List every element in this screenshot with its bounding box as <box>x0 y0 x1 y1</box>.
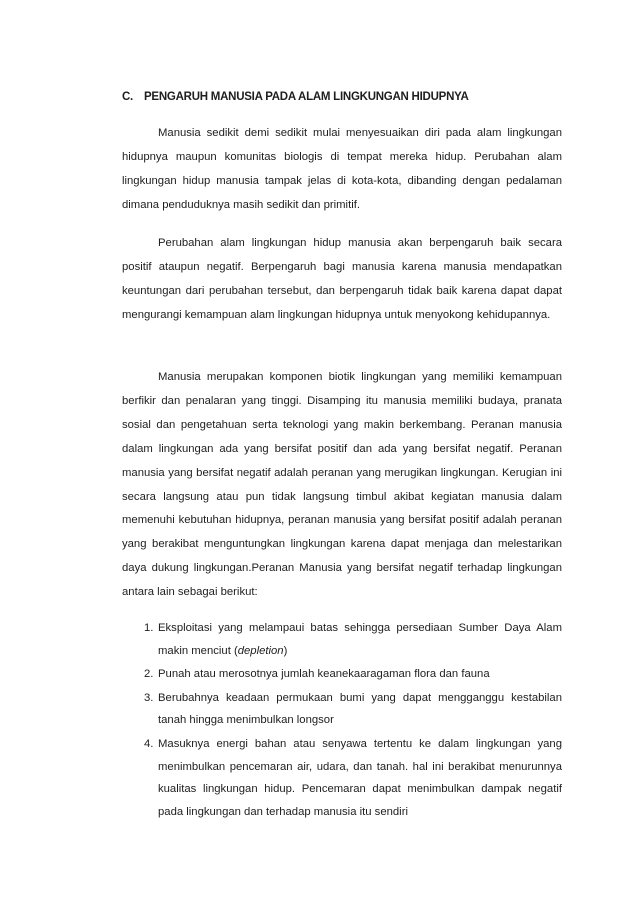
list-item-text: Eksploitasi yang melampaui batas sehingga persediaan Sumber Daya Alam makin menciut ( <box>158 622 562 657</box>
paragraph-text: Perubahan alam lingkungan hidup manusia akan berpengaruh baik secara positif ataupun negatif. Berpengaruh bagi manusia karena manusia mendapatkan keuntungan dari perubahan tersebut, dan berpengaruh tidak baik karena dapat dapat mengurangi kemampuan alam lingkungan hidupnya untuk menyokong kehidupannya. <box>122 237 562 321</box>
list-number: 3. <box>144 691 154 704</box>
list-item-text-end: ) <box>283 644 288 657</box>
section-letter: C. <box>122 91 133 103</box>
list-item <box>122 733 562 823</box>
paragraph-3 <box>122 366 562 605</box>
impact-list <box>122 617 562 823</box>
section-title: PENGARUH MANUSIA PADA ALAM LINGKUNGAN HIDUPNYA <box>144 91 469 103</box>
paragraph-2 <box>122 232 562 328</box>
list-number: 4. <box>144 737 154 750</box>
paragraph-1 <box>122 122 562 218</box>
paragraph-text: Manusia merupakan komponen biotik lingkungan yang memiliki kemampuan berfikir dan penalaran yang tinggi. Disamping itu manusia memiliki budaya, pranata sosial dan pengetahuan serta teknologi yang makin berkembang. Peranan manusia dalam lingkungan ada yang bersifat positif dan ada yang bersifat negatif. Peranan manusia yang bersifat negatif adalah peranan yang merugikan lingkungan. Kerugian ini secara langsung atau pun tidak langsung timbul akibat kegiatan manusia dalam memenuhi kebutuhan hidupnya, peranan manusia yang bersifat positif adalah peranan yang berakibat menguntungkan lingkungan karena dapat menjaga dan melestarikan daya dukung lingkungan.Peranan Manusia yang bersifat negatif terhadap lingkungan antara lain sebagai berikut: <box>122 371 562 599</box>
list-item-text: Punah atau merosotnya jumlah keanekaaragaman flora dan fauna <box>158 668 490 681</box>
list-number: 1. <box>144 622 154 634</box>
list-item-text: Berubahnya keadaan permukaan bumi yang dapat mengganggu kestabilan tanah hingga menimbulkan longsor <box>158 691 562 727</box>
list-item <box>122 663 562 686</box>
list-item <box>122 687 562 732</box>
list-item <box>122 617 562 662</box>
list-number: 2. <box>144 668 154 681</box>
paragraph-text: Manusia sedikit demi sedikit mulai menyesuaikan diri pada alam lingkungan hidupnya maupun komunitas biologis di tempat mereka hidup. Perubahan alam lingkungan hidup manusia tampak jelas di kota-kota, dibanding dengan pedalaman dimana penduduknya masih sedikit dan primitif. <box>122 127 562 211</box>
list-item-text: Masuknya energi bahan atau senyawa tertentu ke dalam lingkungan yang menimbulkan pencemaran air, udara, dan tanah. hal ini berakibat menurunnya kualitas lingkungan hidup. Pencemaran dapat menimbulkan dampak negatif pada lingkungan dan terhadap manusia itu sendiri <box>158 737 562 818</box>
section-heading <box>122 91 469 103</box>
list-item-italic: depletion <box>237 644 284 657</box>
